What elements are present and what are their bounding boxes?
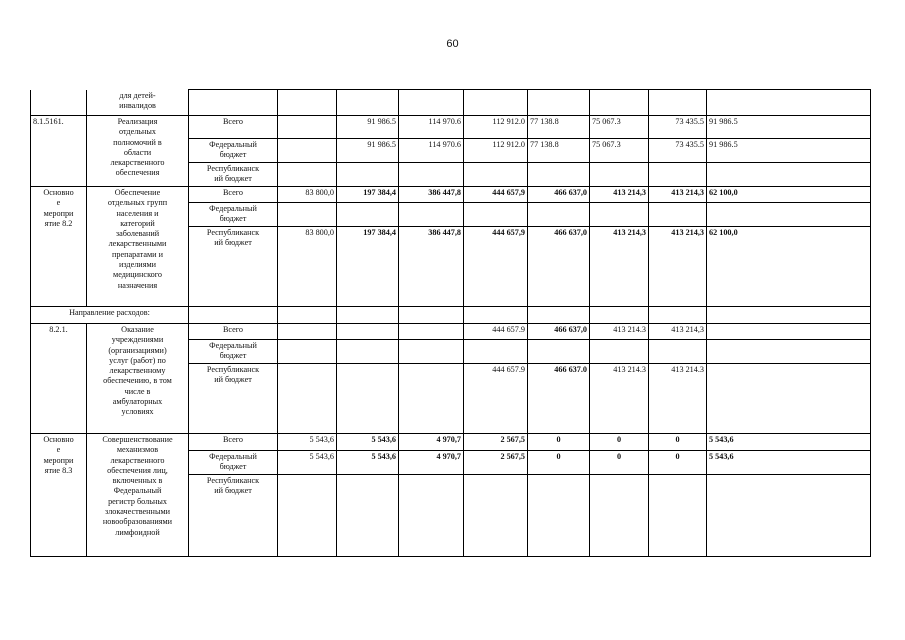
source-cell: Федеральный бюджет xyxy=(189,451,278,475)
value-cell: 62 100,0 xyxy=(707,227,871,307)
value-cell xyxy=(278,203,337,227)
value-cell: 4 970,7 xyxy=(399,434,464,451)
value-cell: 114 970.6 xyxy=(399,139,464,163)
value-cell: 0 xyxy=(528,434,590,451)
value-cell: 413 214.3 xyxy=(649,364,707,434)
table-row xyxy=(31,307,871,324)
source-cell: Федеральный бюджет xyxy=(189,340,278,364)
activity-name: для детей- инвалидов xyxy=(119,90,156,110)
value-cell xyxy=(464,475,528,557)
value-cell: 466 637,0 xyxy=(528,227,590,307)
value-cell: 112 912.0 xyxy=(464,139,528,163)
value-cell xyxy=(590,340,649,364)
value-cell: 444 657,9 xyxy=(464,227,528,307)
value-cell: 5 543,6 xyxy=(337,434,399,451)
value-cell: 466 637,0 xyxy=(528,187,590,203)
activity-name-cell: Совершенствование механизмов лекарственного обеспечения лиц, включенных в Федеральный регистр больных злокачественными новообразованиями лимфоидной xyxy=(87,434,189,557)
value-cell: 0 xyxy=(649,451,707,475)
value-cell: 91 986.5 xyxy=(337,116,399,139)
source-cell: Республиканск ий бюджет xyxy=(189,163,278,187)
value-cell xyxy=(399,163,464,187)
value-cell: 73 435.5 xyxy=(649,139,707,163)
value-cell xyxy=(707,324,871,340)
source-cell: Республиканск ий бюджет xyxy=(189,475,278,557)
value-cell xyxy=(590,163,649,187)
value-cell: 5 543,6 xyxy=(337,451,399,475)
value-cell xyxy=(337,475,399,557)
value-cell xyxy=(707,340,871,364)
value-cell xyxy=(278,364,337,434)
value-cell xyxy=(278,340,337,364)
source-cell: Всего xyxy=(189,187,278,203)
value-cell xyxy=(464,340,528,364)
value-cell xyxy=(278,116,337,139)
value-cell: 62 100,0 xyxy=(707,187,871,203)
value-cell: 444 657.9 xyxy=(464,364,528,434)
table-row xyxy=(31,116,871,139)
value-cell: 83 800,0 xyxy=(278,227,337,307)
value-cell: 444 657.9 xyxy=(464,324,528,340)
source-cell: Всего xyxy=(189,324,278,340)
direction-label: Направление расходов: xyxy=(31,307,189,324)
value-cell xyxy=(707,475,871,557)
value-cell xyxy=(590,203,649,227)
value-cell: 0 xyxy=(528,451,590,475)
value-cell: 5 543,6 xyxy=(278,451,337,475)
value-cell: 413 214,3 xyxy=(649,187,707,203)
value-cell xyxy=(399,340,464,364)
value-cell xyxy=(399,324,464,340)
value-cell: 466 637.0 xyxy=(528,364,590,434)
budget-table xyxy=(30,89,871,557)
value-cell xyxy=(399,203,464,227)
activity-name-cell: Обеспечение отдельных групп населения и категорий заболеваний лекарственными препаратами и изделиями медицинского назначения xyxy=(87,187,189,307)
value-cell: 413 214.3 xyxy=(590,364,649,434)
value-cell xyxy=(337,340,399,364)
source-cell: Республиканск ий бюджет xyxy=(189,227,278,307)
value-cell xyxy=(707,163,871,187)
value-cell xyxy=(528,475,590,557)
value-cell: 91 986.5 xyxy=(707,116,871,139)
value-cell xyxy=(590,475,649,557)
value-cell xyxy=(278,475,337,557)
value-cell: 413 214,3 xyxy=(590,187,649,203)
value-cell xyxy=(399,475,464,557)
value-cell: 413 214,3 xyxy=(649,324,707,340)
value-cell xyxy=(649,340,707,364)
code-cell: Основно е меропри ятие 8.2 xyxy=(31,187,87,307)
value-cell: 2 567,5 xyxy=(464,434,528,451)
activity-name-cell: Реализация отдельных полномочий в области лекарственного обеспечения xyxy=(87,116,189,187)
value-cell xyxy=(528,203,590,227)
value-cell xyxy=(707,203,871,227)
table-row xyxy=(31,90,871,116)
value-cell: 386 447,8 xyxy=(399,187,464,203)
value-cell: 0 xyxy=(590,451,649,475)
value-cell: 73 435.5 xyxy=(649,116,707,139)
value-cell: 413 214,3 xyxy=(590,227,649,307)
value-cell: 5 543,6 xyxy=(707,434,871,451)
value-cell: 91 986.5 xyxy=(337,139,399,163)
value-cell: 197 384,4 xyxy=(337,187,399,203)
page-number: 60 xyxy=(446,38,459,50)
source-cell: Республиканск ий бюджет xyxy=(189,364,278,434)
value-cell: 2 567,5 xyxy=(464,451,528,475)
value-cell: 466 637,0 xyxy=(528,324,590,340)
code-cell xyxy=(31,90,87,116)
value-cell xyxy=(649,203,707,227)
value-cell xyxy=(337,364,399,434)
value-cell: 444 657,9 xyxy=(464,187,528,203)
activity-name-cell xyxy=(87,90,189,116)
source-cell: Федеральный бюджет xyxy=(189,139,278,163)
value-cell: 197 384,4 xyxy=(337,227,399,307)
value-cell: 0 xyxy=(590,434,649,451)
value-cell xyxy=(528,340,590,364)
value-cell xyxy=(464,203,528,227)
value-cell xyxy=(278,139,337,163)
value-cell: 413 214.3 xyxy=(590,324,649,340)
value-cell: 77 138.8 xyxy=(528,116,590,139)
code-cell: 8.1.5161. xyxy=(31,116,87,187)
value-cell: 5 543,6 xyxy=(278,434,337,451)
value-cell xyxy=(649,475,707,557)
source-cell: Федеральный бюджет xyxy=(189,203,278,227)
value-cell: 4 970,7 xyxy=(399,451,464,475)
value-cell xyxy=(528,163,590,187)
value-cell xyxy=(278,324,337,340)
value-cell: 413 214,3 xyxy=(649,227,707,307)
activity-name-cell: Оказание учреждениями (организациями) услуг (работ) по лекарственному обеспечению, в том числе в амбулаторных условиях xyxy=(87,324,189,434)
value-cell: 75 067.3 xyxy=(590,116,649,139)
table-row xyxy=(31,434,871,451)
value-cell: 112 912.0 xyxy=(464,116,528,139)
code-cell: Основно е меропри ятие 8.3 xyxy=(31,434,87,557)
table-row xyxy=(31,187,871,203)
value-cell: 386 447,8 xyxy=(399,227,464,307)
value-cell xyxy=(337,324,399,340)
source-cell: Всего xyxy=(189,116,278,139)
value-cell: 91 986.5 xyxy=(707,139,871,163)
value-cell: 83 800,0 xyxy=(278,187,337,203)
value-cell xyxy=(337,203,399,227)
value-cell: 77 138.8 xyxy=(528,139,590,163)
code-cell: 8.2.1. xyxy=(31,324,87,434)
table-row xyxy=(31,324,871,340)
value-cell xyxy=(649,163,707,187)
value-cell xyxy=(464,163,528,187)
value-cell xyxy=(707,364,871,434)
source-cell: Всего xyxy=(189,434,278,451)
value-cell: 114 970.6 xyxy=(399,116,464,139)
value-cell xyxy=(399,364,464,434)
value-cell: 0 xyxy=(649,434,707,451)
value-cell: 5 543,6 xyxy=(707,451,871,475)
value-cell xyxy=(278,163,337,187)
value-cell: 75 067.3 xyxy=(590,139,649,163)
value-cell xyxy=(337,163,399,187)
